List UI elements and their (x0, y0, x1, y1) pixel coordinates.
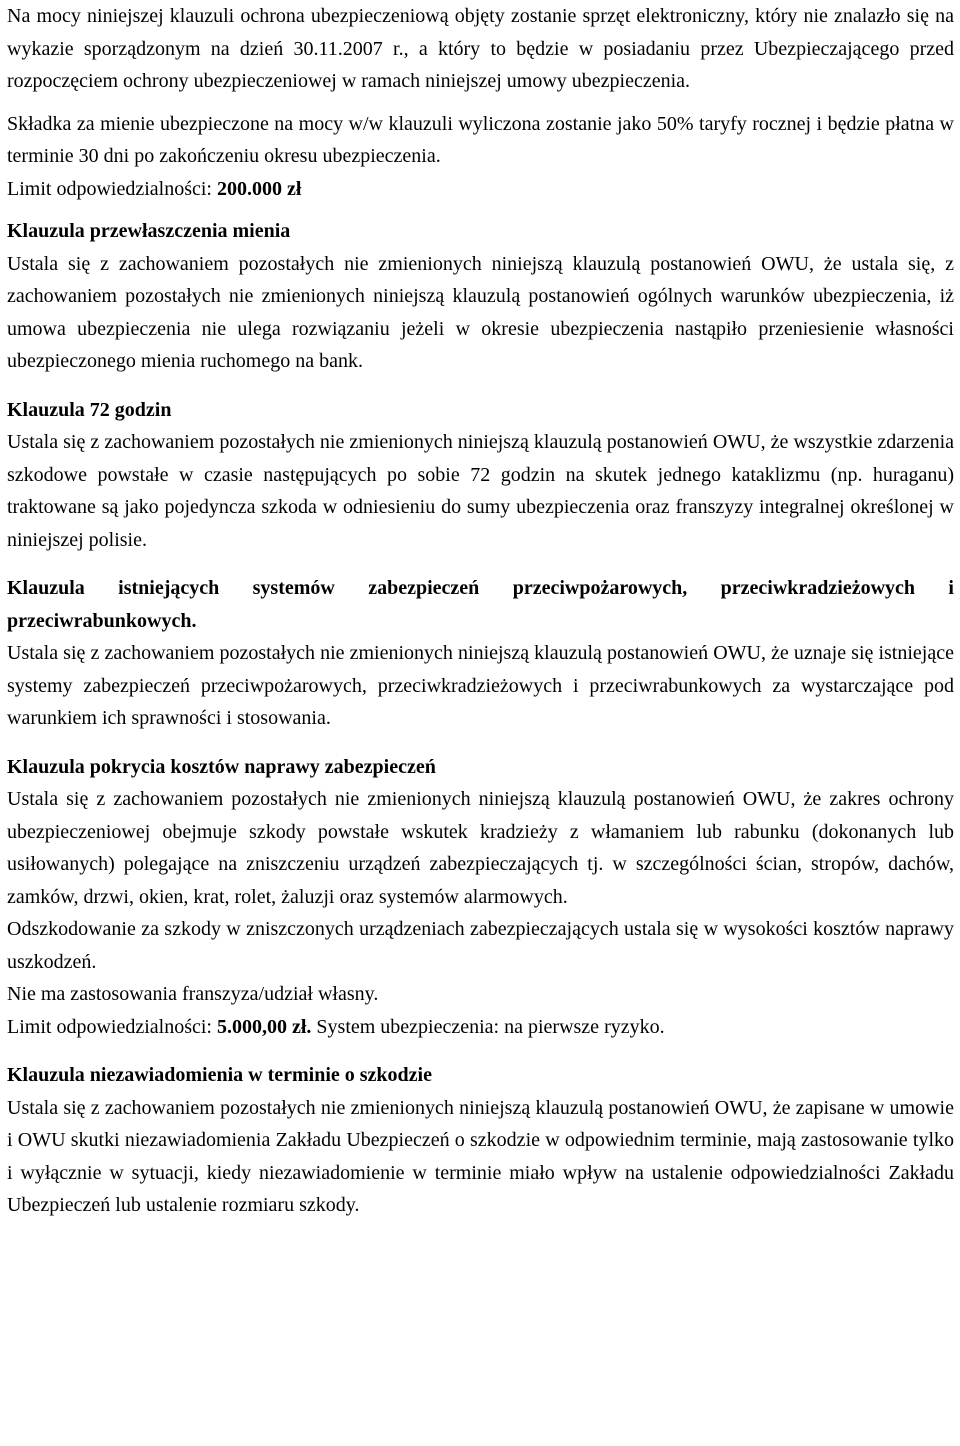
limit-label: Limit odpowiedzialności: (7, 177, 217, 200)
section-body-niezawiadomienie: Ustala się z zachowaniem pozostałych nie zmienionych niniejszą klauzulą postanowień OWU, że zapisane w umowie i OWU skutki niezawiadomienia Zakładu Ubezpieczeń o szkodzie w odpowiednim terminie, mają zastosowanie tylko i wyłącznie w sytuacji, kiedy niezawiadomienie w terminie miało wpływ na ustalenie odpowiedzialności Zakładu Ubezpieczeń lub ustalenie rozmiaru szkody. (7, 1096, 954, 1216)
limit-line (7, 173, 954, 206)
deductible-line: Nie ma zastosowania franszyza/udział własny. (7, 983, 379, 1005)
section-body-72-godzin: Ustala się z zachowaniem pozostałych nie zmienionych niniejszą klauzulą postanowień OWU, że wszystkie zdarzenia szkodowe powstałe w czasie następujących po sobie 72 godzin na skutek jednego kataklizmu (np. huraganu) traktowane są jako pojedyncza szkoda w odniesieniu do sumy ubezpieczenia oraz franszyzy integralnej określonej w niniejszej polisie. (7, 431, 954, 551)
section-heading-koszty-naprawy: Klauzula pokrycia kosztów naprawy zabezpieczeń (7, 755, 436, 778)
section-heading-systemy-zabezpieczen: Klauzula istniejących systemów zabezpieczeń przeciwpożarowych, przeciwkradzieżowych i przeciwrabunkowych. (7, 577, 954, 632)
limit-value: 5.000,00 zł. (216, 1015, 312, 1038)
section-body-systemy-zabezpieczen: Ustala się z zachowaniem pozostałych nie zmienionych niniejszą klauzulą postanowień OWU, że uznaje się istniejące systemy zabezpieczeń przeciwpożarowych, przeciwkradzieżowych i przeciwrabunkowych za wystarczające pod warunkiem ich sprawności i stosowania. (7, 642, 954, 729)
insurance-system: System ubezpieczenia: na pierwsze ryzyko. (311, 1015, 665, 1038)
limit-line-koszty (7, 1011, 954, 1044)
premium-paragraph: Składka za mienie ubezpieczone na mocy w/w klauzuli wyliczona zostanie jako 50% taryfy rocznej i będzie płatna w terminie 30 dni po zakończeniu okresu ubezpieczenia. (7, 112, 954, 167)
section-heading-przewlaszczenie: Klauzula przewłaszczenia mienia (7, 220, 291, 242)
section-body-przewlaszczenie: Ustala się z zachowaniem pozostałych nie zmienionych niniejszą klauzulą postanowień OWU, że ustala się, z zachowaniem pozostałych nie zmienionych niniejszą klauzulą postanowień ogólnych warunków ubezpieczenia, iż umowa ubezpieczenia nie ulega rozwiązaniu jeżeli w okresie ubezpieczenia nastąpiło przeniesienie własności ubezpieczonego mienia ruchomego na bank. (7, 252, 954, 372)
section-body-koszty-naprawy: Ustala się z zachowaniem pozostałych nie zmienionych niniejszą klauzulą postanowień OWU, że zakres ochrony ubezpieczeniowej obejmuje szkody powstałe wskutek kradzieży z włamaniem lub rabunku (dokonanych lub usiłowanych) polegające na zniszczeniu urządzeń zabezpieczających tj. w szczególności ścian, stropów, dachów, zamków, drzwi, okien, krat, rolet, żaluzji oraz systemów alarmowych. (7, 788, 954, 908)
section-heading-niezawiadomienie: Klauzula niezawiadomienia w terminie o szkodzie (7, 1064, 432, 1086)
limit-value: 200.000 zł (216, 177, 302, 200)
section-heading-72-godzin: Klauzula 72 godzin (7, 398, 172, 421)
limit-label: Limit odpowiedzialności: (7, 1015, 217, 1038)
intro-paragraph: Na mocy niniejszej klauzuli ochrona ubezpieczeniową objęty zostanie sprzęt elektroniczny, który nie znalazło się na wykazie sporządzonym na dzień 30.11.2007 r., a który to będzie w posiadaniu przez Ubezpieczającego przed rozpoczęciem ochrony ubezpieczeniowej w ramach niniejszej umowy ubezpieczenia. (7, 5, 954, 92)
compensation-paragraph: Odszkodowanie za szkody w zniszczonych urządzeniach zabezpieczających ustala się w wysokości kosztów naprawy uszkodzeń. (7, 918, 954, 973)
